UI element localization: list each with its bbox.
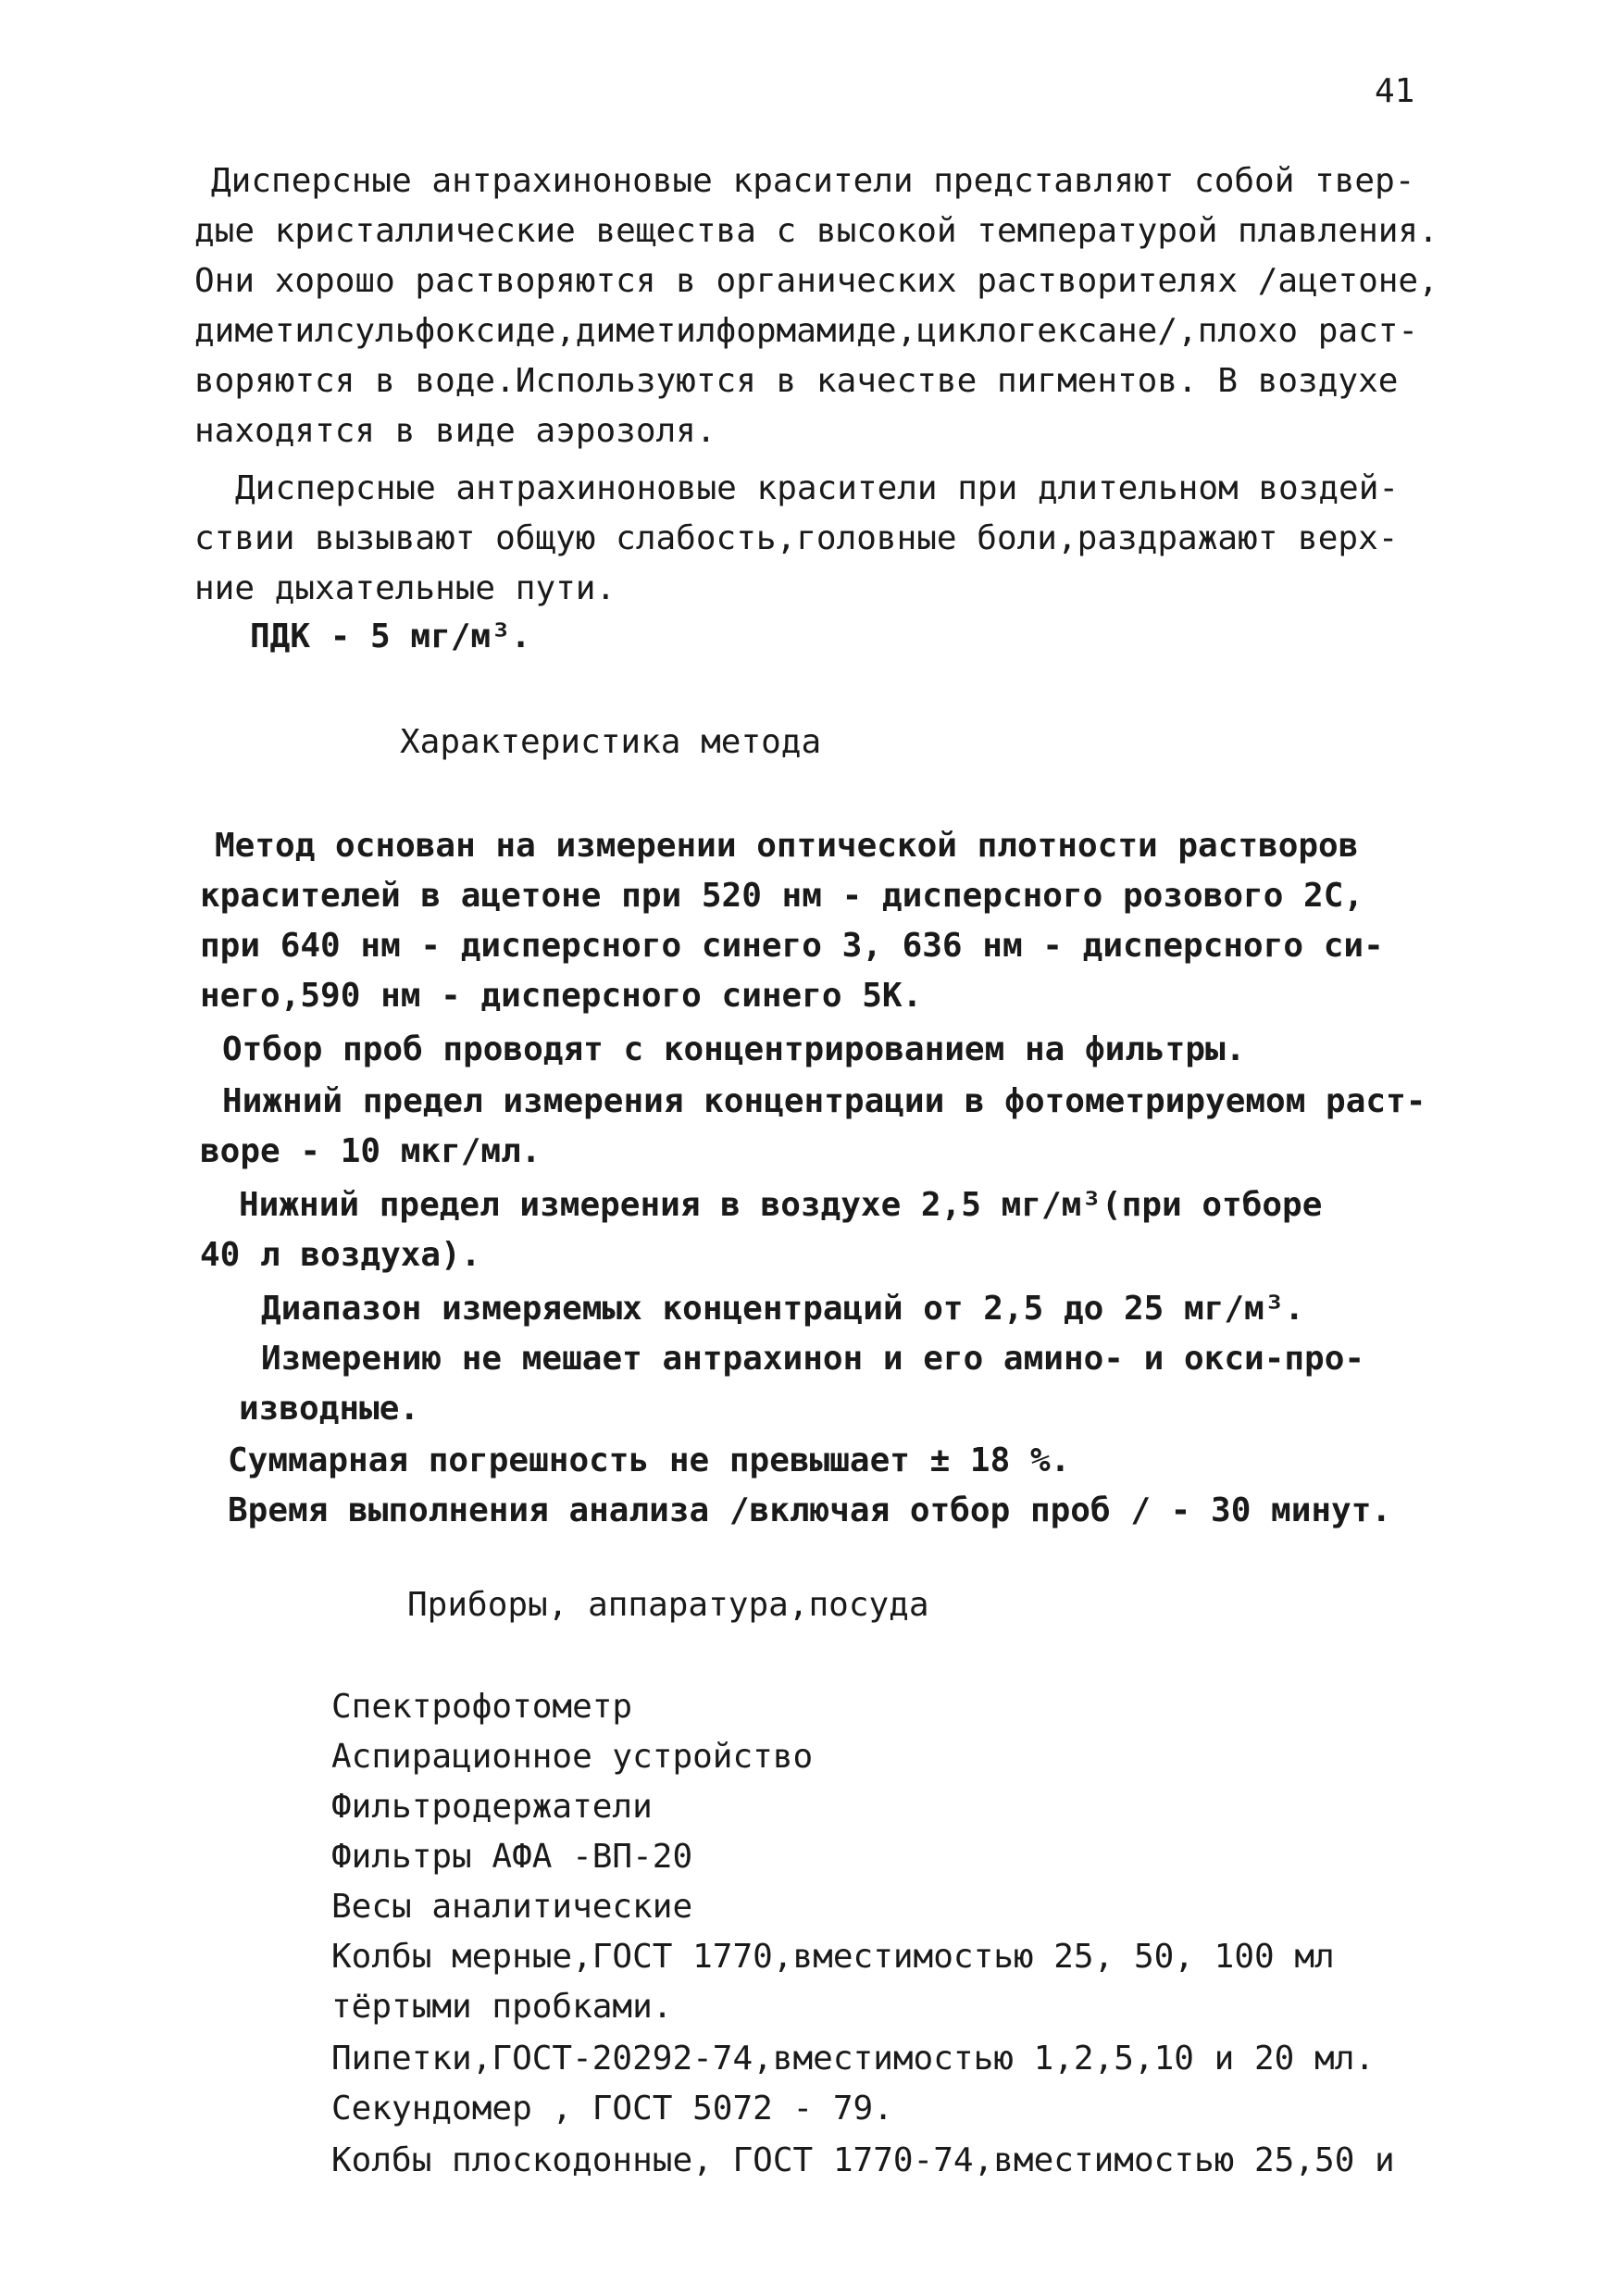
equipment-item-2: Аспирационное устройство (331, 1738, 814, 1776)
intro-line-6: находятся в виде аэрозоля. (194, 412, 716, 450)
method-line-8: Нижний предел измерения в воздухе 2,5 мг/м³(при отборе (239, 1186, 1323, 1224)
intro-line-2: дые кристаллические вещества с высокой температурой плавления. (194, 212, 1438, 250)
intro-line-3: Они хорошо растворяются в органических растворителях /ацетоне, (194, 262, 1438, 300)
method-line-11: Измерению не мешает антрахинон и его амино- и окси-про- (261, 1340, 1365, 1378)
method-line-2: красителей в ацетоне при 520 нм - дисперсного розового 2С, (200, 877, 1364, 915)
equipment-item-6: Колбы мерные,ГОСТ 1770,вместимостью 25, 50, 100 мл (331, 1938, 1335, 1976)
intro-line-8: ствии вызывают общую слабость,головные боли,раздражают верх- (194, 519, 1399, 557)
section-title-equipment: Приборы, аппаратура,посуда (407, 1586, 929, 1624)
intro-line-9: ние дыхательные пути. (194, 569, 616, 607)
intro-line-5: воряются в воде.Используются в качестве пигментов. В воздухе (194, 362, 1399, 400)
equipment-item-4: Фильтры АФА -ВП-20 (331, 1838, 693, 1876)
method-line-6: Нижний предел измерения концентрации в фотометрируемом раст- (222, 1082, 1426, 1120)
method-line-3: при 640 нм - дисперсного синего 3, 636 нм - дисперсного си- (200, 927, 1384, 965)
page-number: 41 (1375, 72, 1415, 110)
equipment-item-9: Секундомер , ГОСТ 5072 - 79. (331, 2090, 893, 2128)
equipment-item-5: Весы аналитические (331, 1888, 693, 1926)
method-line-13: Суммарная погрешность не превышает ± 18 %. (228, 1441, 1071, 1479)
equipment-item-1: Спектрофотометр (331, 1688, 633, 1726)
section-title-method: Характеристика метода (400, 723, 822, 761)
method-line-7: воре - 10 мкг/мл. (200, 1132, 542, 1170)
pdk-line: ПДК - 5 мг/м³. (250, 618, 531, 655)
method-line-4: него,590 нм - дисперсного синего 5К. (200, 977, 923, 1015)
equipment-item-10: Колбы плоскодонные, ГОСТ 1770-74,вместимостью 25,50 и (331, 2141, 1395, 2179)
method-line-5: Отбор проб проводят с концентрированием на фильтры. (222, 1030, 1246, 1068)
equipment-item-7: тёртыми пробками. (331, 1988, 673, 2026)
method-line-10: Диапазон измеряемых концентраций от 2,5 до 25 мг/м³. (261, 1290, 1305, 1328)
method-line-1: Метод основан на измерении оптической плотности растворов (215, 827, 1359, 865)
method-line-9: 40 л воздуха). (200, 1236, 481, 1274)
intro-line-4: диметилсульфоксиде,диметилформамиде,циклогексане/,плохо раст- (194, 312, 1419, 350)
equipment-item-3: Фильтродержатели (331, 1788, 653, 1826)
equipment-item-8: Пипетки,ГОСТ-20292-74,вместимостью 1,2,5,10 и 20 мл. (331, 2040, 1376, 2078)
method-line-12: изводные. (239, 1390, 420, 1428)
method-line-14: Время выполнения анализа /включая отбор проб / - 30 минут. (228, 1491, 1392, 1529)
intro-line-1: Дисперсные антрахиноновые красители представляют собой твер- (211, 162, 1415, 200)
intro-line-7: Дисперсные антрахиноновые красители при длительном воздей- (235, 469, 1400, 507)
